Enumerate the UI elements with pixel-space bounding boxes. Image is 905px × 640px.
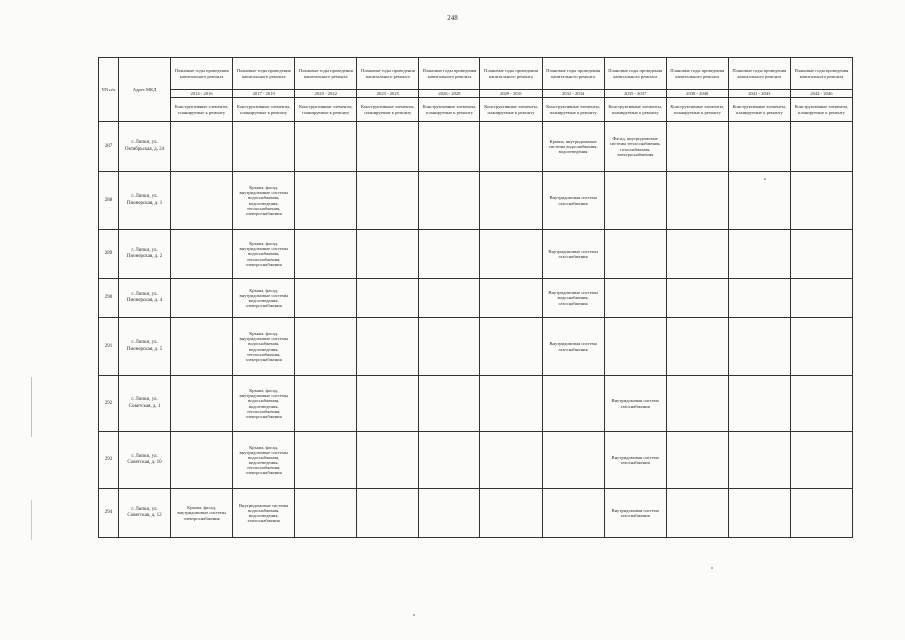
row-address: г. Липки, ул. Советская, д. 12 — [119, 489, 171, 538]
planned-elements-cell: Крыша, фасад, внутридомовые системы водоснабжения, водоотведения, теплоснабжения, электроснабжения — [233, 318, 295, 376]
header-period-years: 2029 - 2031 — [480, 90, 542, 98]
header-period-label: Плановые годы проведения капитального ремонта — [171, 58, 233, 90]
row-number: 292 — [99, 376, 119, 432]
header-period-years: 2026 - 2028 — [419, 90, 480, 98]
header-row-elements — [99, 98, 853, 122]
planned-elements-cell — [728, 489, 790, 538]
planned-elements-cell — [666, 230, 728, 279]
planned-elements-cell — [171, 172, 233, 230]
planned-elements-cell — [171, 318, 233, 376]
planned-elements-cell — [419, 318, 480, 376]
table-row — [99, 376, 853, 432]
planned-elements-cell: Внутридомовые системы водоснабжения, водоотведения, теплоснабжения — [233, 489, 295, 538]
planned-elements-cell — [419, 279, 480, 318]
header-period-label: Плановые годы проведения капитального ремонта — [728, 58, 790, 90]
header-num: NN п/п — [99, 58, 119, 122]
planned-elements-cell: Фасад, внутридомовые системы теплоснабжения, газоснабжения, электроснабжения — [604, 122, 666, 172]
table-row — [99, 489, 853, 538]
header-period-label: Плановые годы проведения капитального ремонта — [666, 58, 728, 90]
planned-elements-cell — [728, 318, 790, 376]
scan-mark — [711, 567, 713, 569]
planned-elements-cell — [357, 318, 419, 376]
planned-elements-cell — [419, 376, 480, 432]
planned-elements-cell — [604, 172, 666, 230]
header-elements-label: Конструктивные элементы, планируемые к ремонту — [295, 98, 357, 122]
row-number: 290 — [99, 279, 119, 318]
scan-mark — [764, 178, 766, 180]
planned-elements-cell — [419, 489, 480, 538]
planned-elements-cell — [542, 376, 604, 432]
header-row-years — [99, 90, 853, 98]
planned-elements-cell — [728, 230, 790, 279]
header-period-label: Плановые годы проведения капитального ремонта — [419, 58, 480, 90]
header-period-label: Плановые годы проведения капитального ремонта — [357, 58, 419, 90]
scan-mark — [31, 500, 32, 540]
planned-elements-cell — [295, 489, 357, 538]
planned-elements-cell — [728, 122, 790, 172]
planned-elements-cell — [790, 318, 852, 376]
planned-elements-cell — [542, 489, 604, 538]
planned-elements-cell — [728, 172, 790, 230]
row-address: г. Липки, ул. Пионерская, д. 5 — [119, 318, 171, 376]
planned-elements-cell — [790, 376, 852, 432]
header-period-years: 2038 - 2040 — [666, 90, 728, 98]
header-period-years: 2032 - 2034 — [542, 90, 604, 98]
row-address: г. Липки, ул. Пионерская, д. 1 — [119, 172, 171, 230]
header-elements-label: Конструктивные элементы, планируемые к ремонту — [357, 98, 419, 122]
header-elements-label: Конструктивные элементы, планируемые к ремонту — [790, 98, 852, 122]
planned-elements-cell: Крыша, фасад, внутридомовые системы электроснабжения — [171, 489, 233, 538]
planned-elements-cell — [295, 279, 357, 318]
page-number: 248 — [447, 14, 458, 22]
header-elements-label: Конструктивные элементы, планируемые к ремонту — [480, 98, 542, 122]
row-number: 288 — [99, 172, 119, 230]
row-number: 293 — [99, 432, 119, 489]
row-number: 294 — [99, 489, 119, 538]
planned-elements-cell — [295, 122, 357, 172]
planned-elements-cell — [171, 279, 233, 318]
planned-elements-cell — [357, 122, 419, 172]
planned-elements-cell: Внутридомовая система газоснабжения — [604, 432, 666, 489]
planned-elements-cell — [233, 122, 295, 172]
row-address: г. Липки, ул. Пионерская, д. 4 — [119, 279, 171, 318]
planned-elements-cell: Внутридомовая система газоснабжения — [542, 172, 604, 230]
planned-elements-cell — [666, 489, 728, 538]
planned-elements-cell — [666, 172, 728, 230]
planned-elements-cell — [357, 172, 419, 230]
header-period-years: 2023 - 2025 — [357, 90, 419, 98]
header-elements-label: Конструктивные элементы, планируемые к ремонту — [728, 98, 790, 122]
planned-elements-cell — [666, 432, 728, 489]
planned-elements-cell — [419, 122, 480, 172]
planned-elements-cell — [728, 432, 790, 489]
row-address: г. Липки, ул. Советская, д. 10 — [119, 432, 171, 489]
planned-elements-cell: Внутридомовые системы газоснабжения — [542, 230, 604, 279]
header-period-years: 2041 - 2043 — [728, 90, 790, 98]
planned-elements-cell — [419, 230, 480, 279]
planned-elements-cell — [666, 376, 728, 432]
planned-elements-cell — [295, 318, 357, 376]
planned-elements-cell — [790, 279, 852, 318]
header-period-label: Плановые годы проведения капитального ремонта — [295, 58, 357, 90]
table-row — [99, 432, 853, 489]
header-row-periods — [99, 58, 853, 90]
planned-elements-cell — [480, 230, 542, 279]
planned-elements-cell: Крыша, фасад, внутридомовые системы водоснабжения, водоотведения, теплоснабжения, электроснабжения — [233, 376, 295, 432]
planned-elements-cell — [604, 318, 666, 376]
planned-elements-cell — [542, 432, 604, 489]
planned-elements-cell — [357, 230, 419, 279]
planned-elements-cell — [480, 122, 542, 172]
header-period-years: 2014 - 2016 — [171, 90, 233, 98]
table-body — [99, 58, 853, 538]
table-row — [99, 279, 853, 318]
planned-elements-cell — [666, 122, 728, 172]
planned-elements-cell — [666, 318, 728, 376]
planned-elements-cell — [480, 376, 542, 432]
planned-elements-cell — [666, 279, 728, 318]
planned-elements-cell: Крыша, фасад, внутридомовые системы водоснабжения, теплоснабжения, электроснабжения — [233, 230, 295, 279]
planned-elements-cell: Внутридомовые системы водоснабжения, газоснабжения — [542, 279, 604, 318]
planned-elements-cell — [419, 172, 480, 230]
row-number: 289 — [99, 230, 119, 279]
row-address: г. Липки, ул. Пионерская, д. 2 — [119, 230, 171, 279]
scan-mark — [31, 377, 32, 437]
planned-elements-cell — [419, 432, 480, 489]
planned-elements-cell — [171, 376, 233, 432]
planned-elements-cell — [480, 318, 542, 376]
planned-elements-cell — [790, 172, 852, 230]
planned-elements-cell — [790, 230, 852, 279]
header-period-years: 2020 - 2022 — [295, 90, 357, 98]
header-address: Адрес МКД — [119, 58, 171, 122]
planned-elements-cell — [604, 279, 666, 318]
header-period-years: 2035 - 2037 — [604, 90, 666, 98]
planned-elements-cell: Крыша, фасад, внутридомовые системы водоотведения, электроснабжения — [233, 279, 295, 318]
planned-elements-cell — [480, 489, 542, 538]
capital-repair-schedule-table — [98, 57, 853, 538]
header-period-years: 2017 - 2019 — [233, 90, 295, 98]
planned-elements-cell — [790, 122, 852, 172]
header-elements-label: Конструктивные элементы, планируемые к ремонту — [604, 98, 666, 122]
planned-elements-cell: Внутридомовая система газоснабжения — [604, 489, 666, 538]
header-elements-label: Конструктивные элементы, планируемые к ремонту — [171, 98, 233, 122]
header-elements-label: Конструктивные элементы, планируемые к ремонту — [419, 98, 480, 122]
planned-elements-cell: Крыша, фасад, внутридомовые системы водоснабжения, водоотведения, теплоснабжения, электроснабжения — [233, 172, 295, 230]
table-row — [99, 172, 853, 230]
planned-elements-cell — [295, 376, 357, 432]
row-number: 287 — [99, 122, 119, 172]
planned-elements-cell: Крыша, фасад, внутридомовые системы водоснабжения, водоотведения, теплоснабжения, электроснабжения — [233, 432, 295, 489]
header-period-label: Плановые годы проведения капитального ремонта — [790, 58, 852, 90]
planned-elements-cell — [295, 432, 357, 489]
planned-elements-cell — [171, 432, 233, 489]
row-number: 291 — [99, 318, 119, 376]
table-row — [99, 230, 853, 279]
planned-elements-cell — [790, 432, 852, 489]
row-address: г. Липки, ул. Октябрьская, д. 24 — [119, 122, 171, 172]
header-period-label: Плановые годы проведения капитального ремонта — [604, 58, 666, 90]
planned-elements-cell — [357, 432, 419, 489]
header-period-years: 2044 - 2046 — [790, 90, 852, 98]
planned-elements-cell — [357, 279, 419, 318]
header-period-label: Плановые годы проведения капитального ремонта — [480, 58, 542, 90]
planned-elements-cell — [357, 489, 419, 538]
table-row — [99, 122, 853, 172]
header-period-label: Плановые годы проведения капитального ремонта — [542, 58, 604, 90]
row-address: г. Липки, ул. Советская, д. 1 — [119, 376, 171, 432]
planned-elements-cell: Крыша, внутридомовые системы водоснабжения, водоотведения — [542, 122, 604, 172]
header-period-label: Плановые годы проведения капитального ремонта — [233, 58, 295, 90]
planned-elements-cell — [480, 432, 542, 489]
header-elements-label: Конструктивные элементы, планируемые к ремонту — [542, 98, 604, 122]
table-row — [99, 318, 853, 376]
scan-mark — [413, 614, 415, 616]
planned-elements-cell: Внутридомовая система газоснабжения — [604, 376, 666, 432]
planned-elements-cell — [604, 230, 666, 279]
planned-elements-cell — [357, 376, 419, 432]
planned-elements-cell — [295, 172, 357, 230]
planned-elements-cell — [171, 230, 233, 279]
planned-elements-cell — [480, 172, 542, 230]
planned-elements-cell — [171, 122, 233, 172]
header-elements-label: Конструктивные элементы, планируемые к ремонту — [233, 98, 295, 122]
header-elements-label: Конструктивные элементы, планируемые к ремонту — [666, 98, 728, 122]
planned-elements-cell — [295, 230, 357, 279]
planned-elements-cell: Внутридомовая система газоснабжения — [542, 318, 604, 376]
planned-elements-cell — [728, 279, 790, 318]
planned-elements-cell — [480, 279, 542, 318]
planned-elements-cell — [728, 376, 790, 432]
planned-elements-cell — [790, 489, 852, 538]
